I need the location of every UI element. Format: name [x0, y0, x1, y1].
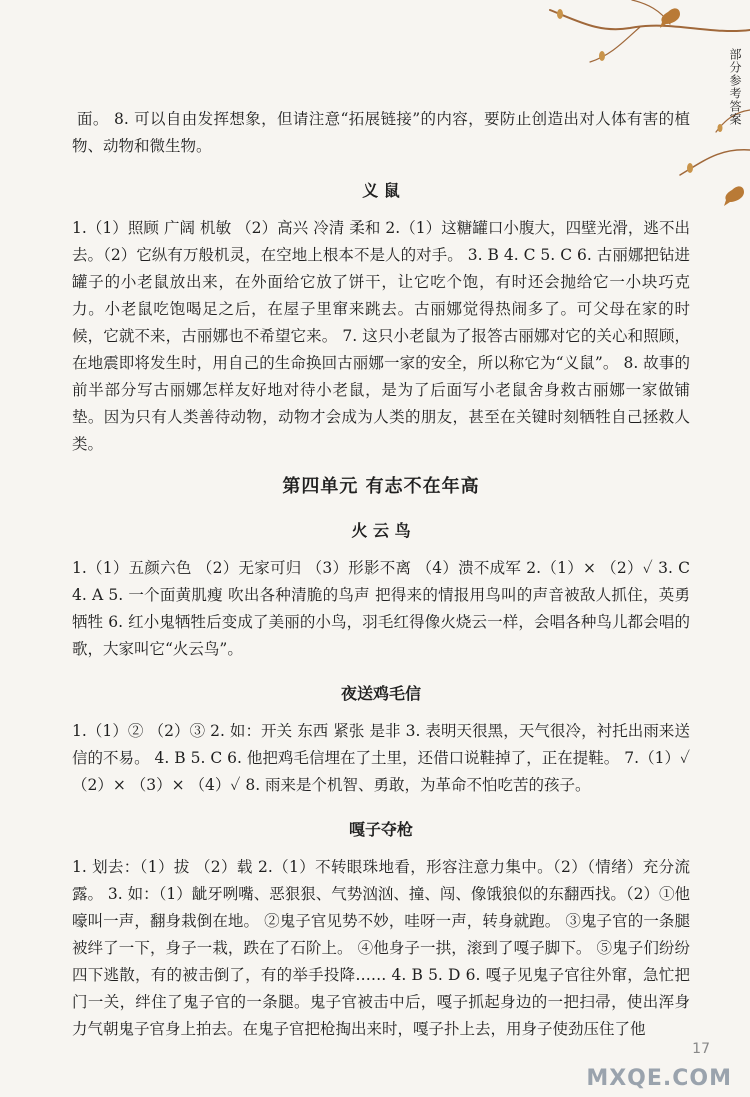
section-title: 夜送鸡毛信 [340, 684, 421, 703]
page-number: 17 [692, 1041, 710, 1057]
intro-paragraph: 面。 8. 可以自由发挥想象，但请注意“拓展链接”的内容，要防止创造出对人体有害的植物、动物和微生物。 [72, 110, 690, 155]
section-paragraph: 1.（1）五颜六色 （2）无家可归 （3）形影不离 （4）溃不成军 2.（1）× （2）✓ 3. C 4. A 5. 一个面黄肌瘦 吹出各种清脆的鸟声 把得来的情报用鸟叫的声音被敌人抓住，英勇牺牲 6. 红小鬼牺牲后变成了美丽的小鸟，羽毛红得像火烧云一样，会唱各种鸟儿都会唱的歌，大家叫它“火云鸟”。 [72, 559, 690, 658]
watermark: MXQE.COM [586, 1066, 732, 1091]
side-tab-label: 部分参考答案 [728, 48, 742, 126]
section-title: 义 鼠 [362, 181, 400, 200]
section-paragraph: 1. 划去：（1）拔 （2）载 2.（1）不转眼珠地看，形容注意力集中。（2）（情绪）充分流露。 3. 如：（1）龇牙咧嘴、恶狠狠、气势汹汹、撞、闯、像饿狼似的东翻西找。（2）①他嚎叫一声，翻身栽倒在地。 ②鬼子官见势不妙，哇呀一声，转身就跑。 ③鬼子官的一条腿被绊了一下，身子一栽，跌在了石阶上。 ④他身子一拱，滚到了嘎子脚下。 ⑤鬼子们纷纷四下逃散，有的被击倒了，有的举手投降…… 4. B 5. D 6. 嘎子见鬼子官往外窜，急忙把门一关，绊住了鬼子官的一条腿。鬼子官被击中后，嘎子抓起身边的一把扫帚，使出浑身力气朝鬼子官身上拍去。在鬼子官把枪掏出来时，嘎子扑上去，用身子使劲压住了他 [72, 858, 690, 1038]
section-title: 火 云 鸟 [351, 521, 411, 540]
document-body [72, 106, 690, 1043]
section-title: 嘎子夺枪 [348, 820, 413, 839]
section-paragraph: 1.（1）② （2）③ 2. 如：开关 东西 紧张 是非 3. 表明天很黑，天气很冷，衬托出雨来送信的不易。 4. B 5. C 6. 他把鸡毛信埋在了土里，还借口说鞋掉了，正在提鞋。 7.（1）✓ （2）× （3）× （4）✓ 8. 雨来是个机智、勇敢，为革命不怕吃苦的孩子。 [72, 722, 690, 794]
unit-title: 第四单元 有志不在年高 [282, 476, 480, 497]
section-paragraph: 1.（1）照顾 广阔 机敏 （2）高兴 冷清 柔和 2.（1）这糖罐口小腹大，四壁光滑，逃不出去。（2）它纵有万般机灵，在空地上根本不是人的对手。 3. B 4. C 5. C 6. 古丽娜把钻进罐子的小老鼠放出来，在外面给它放了饼干，让它吃个饱，有时还会抛给它一小块巧克力。小老鼠吃饱喝足之后，在屋子里窜来跳去。古丽娜觉得热闹多了。可父母在家的时候，它就不来，古丽娜也不希望它来。 7. 这只小老鼠为了报答古丽娜对它的关心和照顾，在地震即将发生时，用自己的生命换回古丽娜一家的安全，所以称它为“义鼠”。 8. 故事的前半部分写古丽娜怎样友好地对待小老鼠，是为了后面写小老鼠舍身救古丽娜一家做铺垫。因为只有人类善待动物，动物才会成为人类的朋友，甚至在关键时刻牺牲自己拯救人类。 [72, 219, 690, 453]
